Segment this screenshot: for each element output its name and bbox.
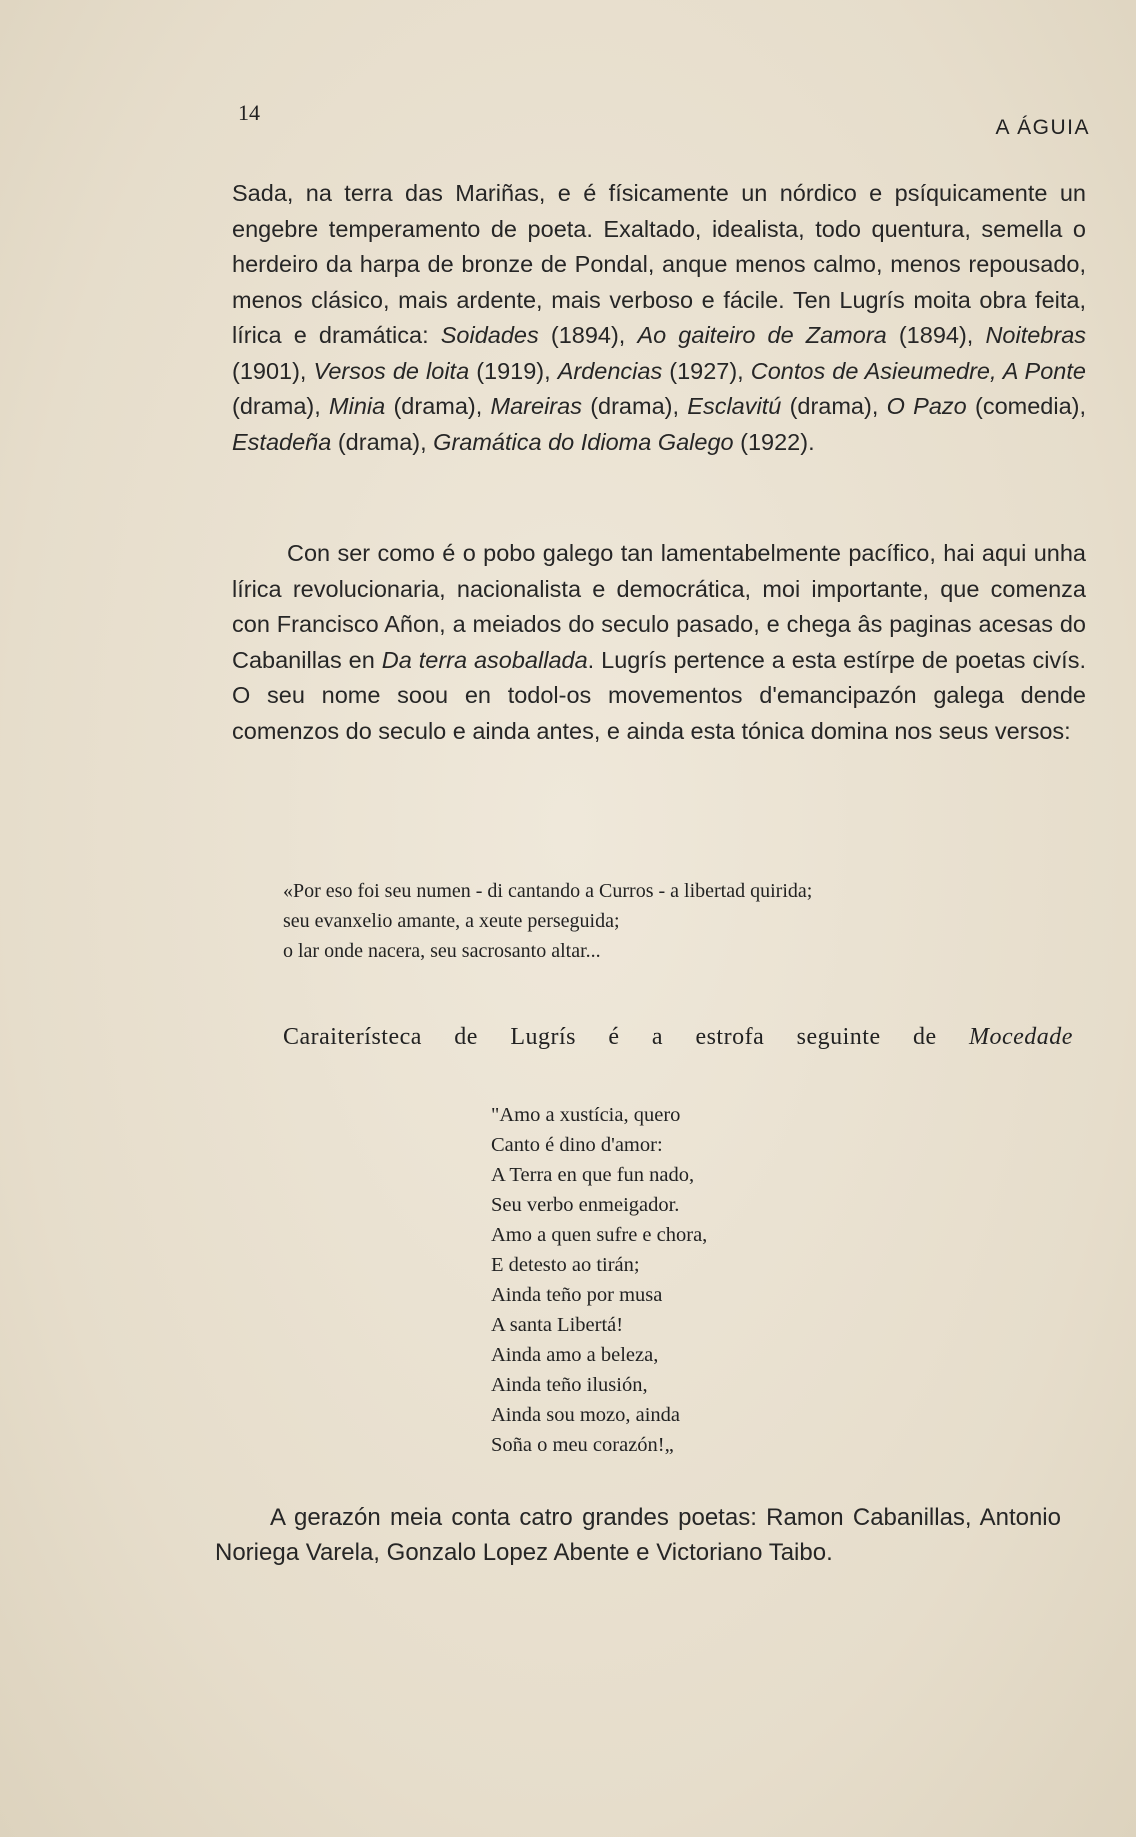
italic-title: Ardencias (557, 357, 663, 384)
poem-line: Canto é dino d'amor: (491, 1134, 663, 1156)
intro-word: de (454, 1024, 478, 1050)
text-run: (comedia), (966, 393, 1086, 419)
paragraph-2 (232, 536, 1086, 749)
text-run: (drama), (331, 428, 434, 455)
intro-word: Lugrís (510, 1024, 576, 1050)
intro-word: de (912, 1024, 937, 1050)
italic-title: O Pazo (886, 393, 967, 419)
poem-line: Ainda teño ilusión, (491, 1374, 648, 1396)
italic-title: Noitebras (985, 322, 1087, 348)
intro-word: estrofa (695, 1024, 765, 1050)
quote-line: «Por eso foi seu numen - di cantando a Curros - a libertad quirida; (283, 880, 813, 902)
poem-line: Ainda sou mozo, ainda (491, 1404, 681, 1426)
intro-word: seguinte (796, 1024, 881, 1050)
running-title: A ÁGUIA (995, 116, 1090, 139)
poem-line: Soña o meu corazón!„ (491, 1434, 674, 1456)
text-run: . Lugrís pertence a esta estírpe de poetas civís. O seu nome soou en todol-os movementos d'emancipazón galega dende comenzos do seculo e ainda antes, e ainda esta tónica domina nos seus versos: (232, 646, 1086, 744)
poem-line: E detesto ao tirán; (491, 1254, 640, 1276)
italic-title: Esclavitú (687, 393, 782, 419)
italic-title: Soidades (440, 322, 539, 348)
verse-quotation (283, 876, 1083, 966)
text-run: Con ser como é o pobo galego tan lamentabelmente pacífico, hai aqui unha lírica revolucionaria, nacionalista e democrática, moi importante, que comenza con Francisco Añon, a meiados do seculo pasado, e chega âs paginas acesas do Cabanillas en (232, 540, 1086, 673)
text-run: (1901), (232, 357, 314, 384)
poem-block (491, 1100, 707, 1460)
poem-line: "Amo a xustícia, quero (491, 1104, 681, 1126)
poem-line: Ainda teño por musa (491, 1284, 663, 1306)
quote-line: seu evanxelio amante, a xeute perseguida; (283, 910, 620, 932)
italic-title: Ao gaiteiro de Zamora (637, 322, 887, 348)
text-run: (drama), (781, 393, 887, 419)
poem-intro-line (283, 1024, 1073, 1051)
italic-title: Versos de loita (313, 357, 470, 384)
text-run: (drama), (232, 393, 330, 419)
text-run: Sada, na terra das Mariñas, e é físicamente un nórdico e psíquicamente un engebre temperamento de poeta. Exaltado, idealista, todo quentura, semella o herdeiro da harpa de bronze de Pondal, anque menos calmo, menos repousado, menos clásico, mais ardente, mais verboso e fácile. Ten Lugrís moita obra feita, lírica e dramática: (232, 180, 1086, 348)
italic-title: Estadeña (232, 428, 332, 455)
text-run: (drama), (385, 393, 491, 419)
paragraph-1 (232, 176, 1086, 460)
intro-word: é (608, 1024, 620, 1050)
quote-line: o lar onde nacera, seu sacrosanto altar... (283, 940, 601, 962)
text-run: (1894), (886, 322, 986, 348)
text-run: (1894), (538, 322, 638, 348)
italic-title: Gramática do Idioma Galego (433, 428, 734, 455)
italic-title: Da terra asoballada (381, 646, 588, 673)
page-number: 14 (238, 100, 260, 125)
poem-line: A Terra en que fun nado, (491, 1164, 695, 1186)
paragraph-3-text: A gerazón meia conta catro grandes poetas: Ramon Cabanillas, Antonio Noriega Varela, Gonzalo Lopez Abente e Victoriano Taibo. (215, 1504, 1061, 1566)
italic-title: Contos de Asieumedre, A Ponte (750, 357, 1086, 384)
intro-word: Caraiterísteca (283, 1024, 422, 1050)
italic-title: Minia (329, 393, 386, 419)
poem-line: Seu verbo enmeigador. (491, 1194, 680, 1216)
work-title: Mocedade (969, 1024, 1073, 1050)
paragraph-2-text (232, 536, 1086, 749)
text-run: (1927), (662, 357, 751, 384)
text-run: (drama), (581, 393, 688, 419)
paragraph-3 (215, 1500, 1061, 1570)
italic-title: Mareiras (490, 393, 582, 419)
poem-line: Ainda amo a beleza, (491, 1344, 659, 1366)
text-run: (1922). (733, 428, 815, 455)
paragraph-1-text (232, 176, 1086, 460)
intro-word: a (651, 1024, 664, 1050)
poem-line: A santa Libertá! (491, 1314, 624, 1336)
poem-line: Amo a quen sufre e chora, (491, 1224, 708, 1246)
text-run: (1919), (469, 357, 558, 384)
